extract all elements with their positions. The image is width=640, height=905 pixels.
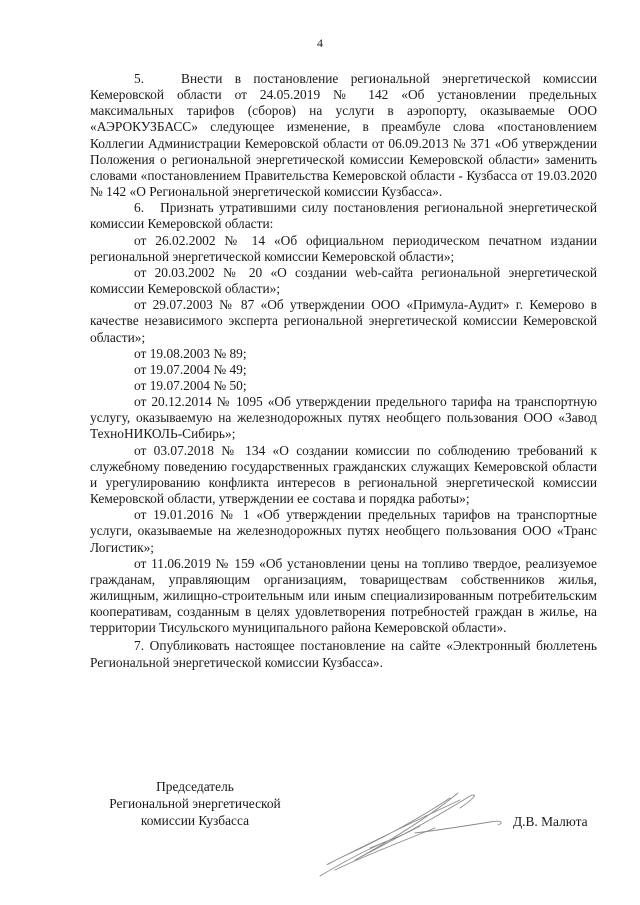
repealed-act-item: от 19.08.2003 № 89; — [134, 345, 247, 361]
repealed-act-item: от 26.02.2002 № 14 «Об официальном периодическом печатном издании региональной энергетической комиссии Кемеровской области»; — [90, 232, 597, 264]
signatory-position — [90, 778, 300, 829]
repealed-act-item: от 19.01.2016 № 1 «Об утверждении предельных тарифов на транспортные услуги, оказываемые на железнодорожных путях необщего пользования ООО «Транс Логистик»; — [90, 507, 597, 555]
paragraph-item-5: 5. Внести в постановление региональной энергетической комиссии Кемеровской области от 24.05.2019 № 142 «Об установлении предельных максимальных тарифов (сборов) на услуги в аэропорту, оказываемые ООО «АЭРОКУЗБАСС» следующее изменение, в преамбуле слова «постановлением Коллегии Администрации Кемеровской области от 06.09.2013 № 371 «Об утверждении Положения о региональной энергетической комиссии Кемеровской области» заменить словами «постановлением Правительства Кемеровской области - Кузбасса от 19.03.2020 № 142 «О Региональной энергетической комиссии Кузбасса». — [90, 71, 597, 200]
signatory-name: Д.В. Малюта — [513, 814, 588, 829]
document-body — [90, 71, 597, 671]
handwritten-signature — [300, 778, 515, 883]
repealed-act-item: от 19.07.2004 № 49; — [134, 361, 247, 377]
page-number: 4 — [317, 36, 323, 50]
signatory-position-line: Председатель — [156, 779, 234, 794]
signatory-position-line: комиссии Кузбасса — [140, 813, 250, 828]
repealed-act-item: от 19.07.2004 № 50; — [134, 377, 247, 393]
repealed-act-item: от 03.07.2018 № 134 «О создании комиссии по соблюдению требований к служебному поведению государственных гражданских служащих Кемеровской области и урегулированию конфликта интересов в региональной энергетической комиссии Кемеровской области, утверждении ее состава и порядка работы»; — [90, 442, 597, 507]
repealed-act-item: от 11.06.2019 № 159 «Об установлении цены на топливо твердое, реализуемое гражданам, управляющим организациям, товариществам собственников жилья, жилищным, жилищно-строительным или иным специализированным потребительским кооперативам, созданным в целях удовлетворения потребностей граждан в жилье, на территории Тисульского муниципального района Кемеровской области». — [90, 555, 597, 636]
signature-block — [0, 778, 640, 888]
signatory-position-line: Региональной энергетической — [109, 796, 281, 811]
repealed-act-item: от 20.12.2014 № 1095 «Об утверждении предельного тарифа на транспортную услугу, оказываемую на железнодорожных путях необщего пользования ООО «Завод ТехноНИКОЛЬ-Сибирь»; — [90, 394, 597, 442]
repealed-act-item: от 20.03.2002 № 20 «О создании web-сайта региональной энергетической комиссии Кемеровской области»; — [90, 264, 597, 297]
paragraph-item-7: 7. Опубликовать настоящее постановление на сайте «Электронный бюллетень Региональной энергетической комиссии Кузбасса». — [90, 638, 597, 670]
repealed-act-item: от 29.07.2003 № 87 «Об утверждении ООО «Примула-Аудит» г. Кемерово в качестве независимого эксперта региональной энергетической комиссии Кемеровской области»; — [90, 297, 597, 345]
paragraph-item-6: 6. Признать утратившими силу постановления региональной энергетической комиссии Кемеровской области: — [90, 200, 597, 232]
